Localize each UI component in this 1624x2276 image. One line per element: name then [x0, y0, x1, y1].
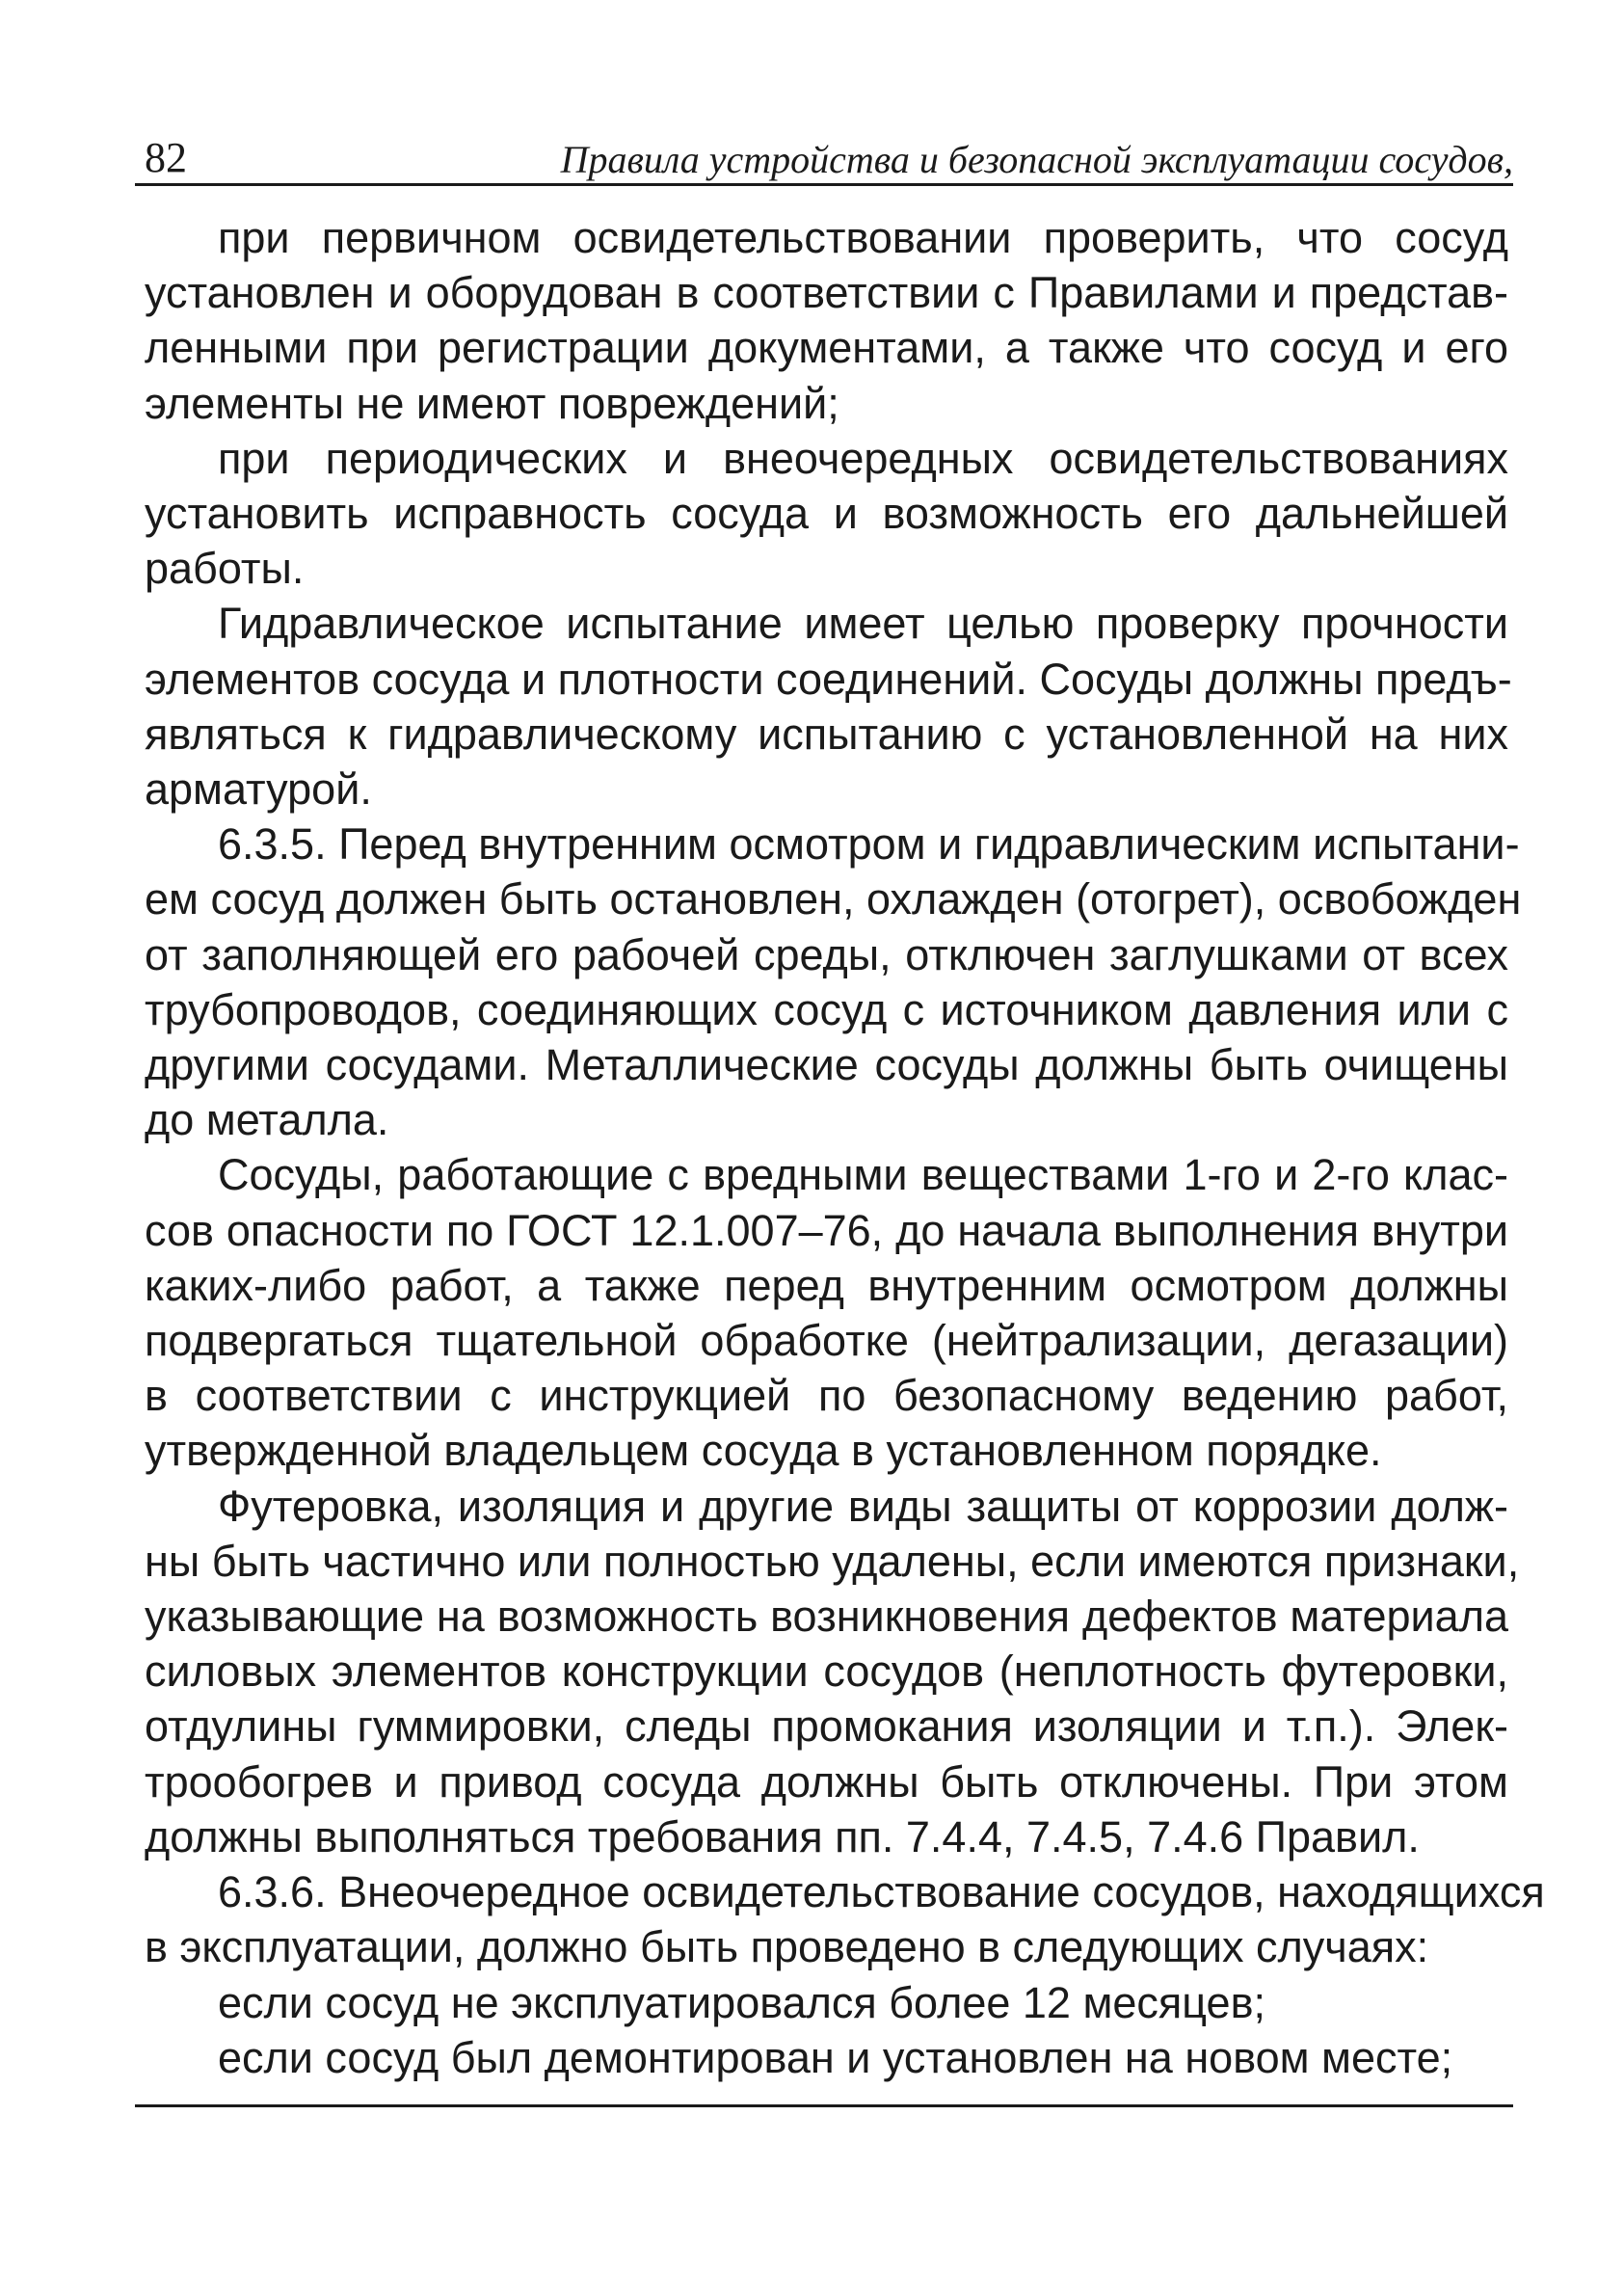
text-line: трубопроводов, соединяющих сосуд с источником давления или с — [145, 984, 1508, 1034]
paragraph — [145, 1147, 1508, 1478]
text-line: Гидравлическое испытание имеет целью проверку прочности — [218, 599, 1508, 649]
text-line: установить исправность сосуда и возможность его дальнейшей — [145, 489, 1508, 539]
running-title: Правила устройства и безопасной эксплуатации сосудов, — [560, 138, 1513, 181]
text-line: подвергаться тщательной обработке (нейтрализации, дегазации) — [145, 1316, 1508, 1366]
body-text — [145, 210, 1545, 2085]
text-line: элементов сосуда и плотности соединений. Сосуды должны предъ- — [145, 654, 1512, 704]
text-line: арматурой. — [145, 764, 372, 815]
footer-divider — [135, 2104, 1513, 2107]
page-number: 82 — [145, 134, 187, 181]
text-line: 6.3.5. Перед внутренним осмотром и гидравлическим испытани- — [218, 819, 1520, 870]
text-line: Футеровка, изоляция и другие виды защиты от коррозии долж- — [218, 1481, 1508, 1531]
paragraph-6-3-5 — [145, 817, 1522, 1147]
text-line: если сосуд был демонтирован и установлен на новом месте; — [218, 2032, 1453, 2082]
text-line: установлен и оборудован в соответствии с Правилами и представ- — [145, 268, 1508, 318]
paragraph — [145, 596, 1512, 817]
text-line: от заполняющей его рабочей среды, отключен заглушками от всех — [145, 929, 1508, 979]
text-line: трообогрев и привод сосуда должны быть отключены. При этом — [145, 1756, 1508, 1807]
paragraph — [145, 1479, 1520, 1864]
text-line: Сосуды, работающие с вредными веществами 1-го и 2-го клас- — [218, 1150, 1508, 1200]
text-line: если сосуд не эксплуатировался более 12 месяцев; — [218, 1977, 1265, 2027]
text-line: при периодических и внеочередных освидетельствованиях — [218, 433, 1508, 483]
text-line: ленными при регистрации документами, а также что сосуд и его — [145, 323, 1508, 373]
text-line: другими сосудами. Металлические сосуды должны быть очищены — [145, 1040, 1508, 1090]
text-line: до металла. — [145, 1095, 389, 1145]
text-line: отдулины гуммировки, следы промокания изоляции и т.п.). Элек- — [145, 1701, 1508, 1752]
list-item — [145, 2030, 1508, 2085]
text-line: должны выполняться требования пп. 7.4.4, 7.4.5, 7.4.6 Правил. — [145, 1811, 1420, 1861]
paragraph — [145, 210, 1508, 431]
text-line: в соответствии с инструкцией по безопасному ведению работ, — [145, 1371, 1508, 1421]
text-line: ем сосуд должен быть остановлен, охлажден (отогрет), освобожден — [145, 874, 1522, 924]
text-line: ны быть частично или полностью удалены, если имеются признаки, — [145, 1536, 1520, 1586]
text-line: при первичном освидетельствовании проверить, что сосуд — [218, 213, 1508, 262]
text-line: сов опасности по ГОСТ 12.1.007–76, до начала выполнения внутри — [145, 1205, 1508, 1255]
text-line: 6.3.6. Внеочередное освидетельствование сосудов, находящихся — [218, 1867, 1545, 1917]
text-line: указывающие на возможность возникновения дефектов материала — [145, 1592, 1508, 1642]
text-line: утвержденной владельцем сосуда в установленном порядке. — [145, 1426, 1382, 1476]
list-item — [145, 1975, 1508, 2030]
text-line: элементы не имеют повреждений; — [145, 378, 839, 428]
text-line: работы. — [145, 544, 305, 594]
text-line: являться к гидравлическому испытанию с установленной на них — [145, 709, 1508, 759]
text-line: в эксплуатации, должно быть проведено в следующих случаях: — [145, 1922, 1429, 1972]
paragraph-6-3-6 — [145, 1864, 1545, 1974]
paragraph — [145, 431, 1508, 597]
text-line: силовых элементов конструкции сосудов (неплотность футеровки, — [145, 1647, 1508, 1697]
text-line: каких-либо работ, а также перед внутренним осмотром должны — [145, 1260, 1508, 1310]
page-header — [135, 121, 1513, 186]
